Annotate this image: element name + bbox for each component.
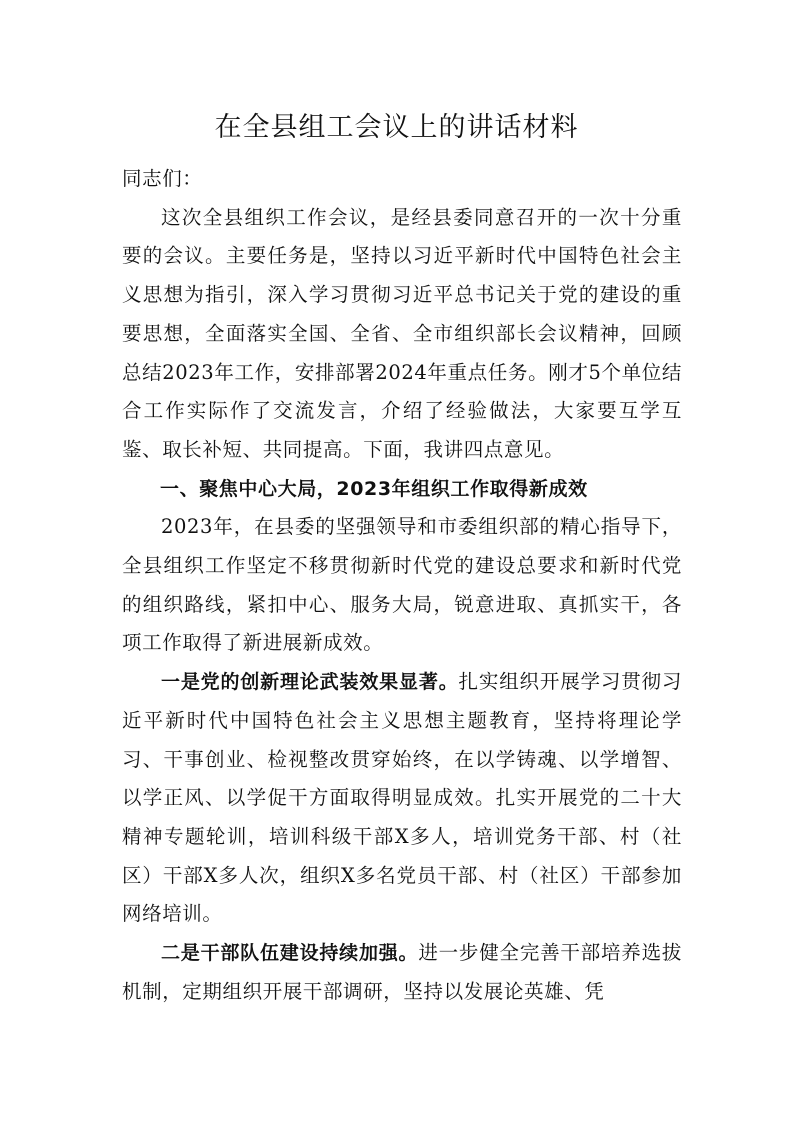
document-body (122, 160, 682, 1011)
intro-paragraph: 这次全县组织工作会议，是经县委同意召开的一次十分重要的会议。主要任务是，坚持以习近平新时代中国特色社会主义思想为指引，深入学习贯彻习近平总书记关于党的建设的重要思想，全面落实全国、全省、全市组织部长会议精神，回顾总结2023年工作，安排部署2024年重点任务。刚才5个单位结合工作实际作了交流发言，介绍了经验做法，大家要互学互鉴、取长补短、共同提高。下面，我讲四点意见。 (122, 205, 682, 461)
point-2-lead: 二是干部队伍建设持续加强。 (161, 942, 419, 965)
point-1-lead: 一是党的创新理论武装效果显著。 (161, 671, 459, 694)
point-2-text: 进一步健全完善干部培养选拔机制，定期组织开展干部调研，坚持以发展论英雄、凭 (122, 941, 682, 1003)
point-1-paragraph (122, 663, 682, 934)
salutation: 同志们： (122, 167, 203, 190)
section-1-intro-paragraph: 2023年，在县委的坚强领导和市委组织部的精心指导下，全县组织工作坚定不移贯彻新时代党的建设总要求和新时代党的组织路线，紧扣中心、服务大局，锐意进取、真抓实干，各项工作取得了新进展新成效。 (122, 515, 682, 655)
section-heading-1: 一、聚焦中心大局，2023年组织工作取得新成效 (160, 477, 588, 500)
document-title: 在全县组工会议上的讲话材料 (214, 112, 579, 143)
point-2-paragraph (122, 934, 682, 1011)
point-1-text: 扎实组织开展学习贯彻习近平新时代中国特色社会主义思想主题教育，坚持将理论学习、干事创业、检视整改贯穿始终，在以学铸魂、以学增智、以学正风、以学促干方面取得明显成效。扎实开展党的二十大精神专题轮训，培训科级干部X多人，培训党务干部、村（社区）干部X多人次，组织X多名党员干部、村（社区）干部参加网络培训。 (122, 670, 682, 926)
